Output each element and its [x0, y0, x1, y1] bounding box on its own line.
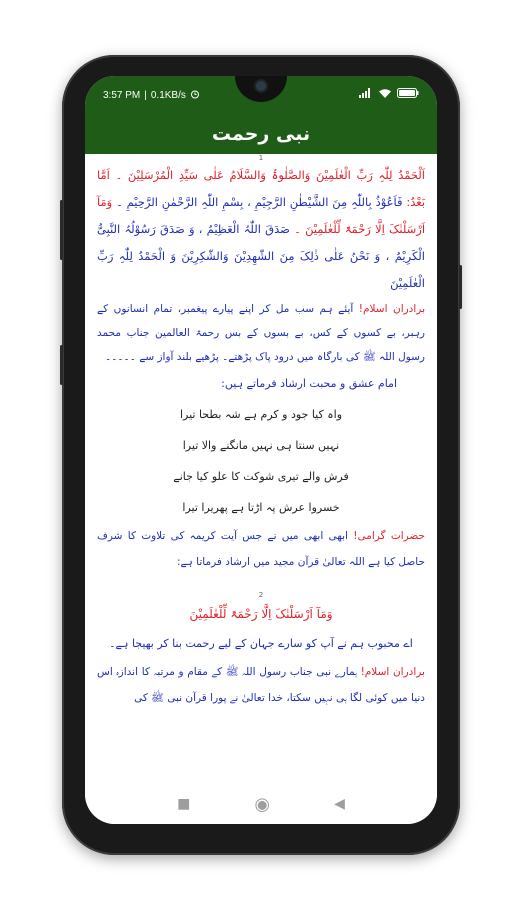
- urdu-blue-2: امام عشق و محبت ارشاد فرماتے ہیں:: [221, 377, 397, 390]
- status-bar: [85, 76, 437, 114]
- poem-line: واہ کیا جود و کرم ہے شہ بطحا تیرا: [179, 408, 343, 421]
- urdu-paragraph-2: [97, 523, 425, 575]
- poem-line: نہیں سنتا ہی نہیں مانگنے والا تیرا: [182, 439, 340, 452]
- urdu-blue-4: ہمارے نبی جناب رسول اللہ ﷺ کے مقام و مرتبہ کا اندازہ اس دنیا میں کوئی لگا ہی نہیں سکتا، خدا تعالیٰ نے پورا قرآن نبی ﷺ کی: [97, 666, 425, 704]
- phone-volume-button: [60, 200, 63, 260]
- urdu-red-1: برادران اسلام!: [358, 303, 425, 315]
- phone-power-button: [459, 265, 462, 309]
- back-button[interactable]: ◀: [334, 796, 345, 812]
- arabic-red-2: وَمَآ اَرْسَلْنٰکَ اِلَّا رَحْمَۃً لِّلْعٰلَمِیْنَ ۔: [97, 195, 426, 236]
- battery-icon: [397, 88, 419, 101]
- translation: اے محبوب ہم نے آپ کو سارے جہان کے لیے رحمت بنا کر بھیجا ہے۔: [109, 637, 413, 650]
- navigation-bar: [85, 784, 437, 824]
- urdu-red-3: برادران اسلام!: [360, 666, 425, 678]
- arabic-red-1: اَلْحَمْدُ لِلّٰہِ رَبِّ الْعٰلَمِیْنَ وَالصَّلٰوۃُ وَالسَّلَامُ عَلٰی سَیِّدِ الْمُرْسَلِیْنَ ۔ اَمَّا بَعْدُ:: [97, 168, 426, 209]
- status-left: [103, 89, 200, 102]
- page-number-1: 1: [258, 154, 264, 162]
- poem-line: فرش والے تیری شوکت کا علو کیا جانے: [173, 470, 349, 483]
- arabic-opening: [97, 162, 425, 297]
- urdu-blue-1: آیئے ہم سب مل کر اپنے پیارے پیغمبر، تمام انسانوں کے رہبر، بے کسوں کے کس، بے بسوں کے بس رحمۃ العالمین جناب محمد رسول اللہ ﷺ کی بارگاہ میں درود پاک پڑھتے۔ پڑھیے بلند آواز سے ۔۔۔۔۔: [97, 303, 425, 363]
- wifi-icon: [378, 88, 392, 101]
- screen: [85, 76, 437, 824]
- arabic-blue-2: صَدَقَ اللّٰہُ الْعَظِیْمُ ، وَ صَدَقَ رَسُوْلُہُ النَّبِیُّ الْکَرِیْمُ ، وَ نَحْنُ عَلٰی ذٰلِکَ مِنَ الشّٰھِدِیْنَ وَالشّٰکِرِیْنَ وَ الْحَمْدُ لِلّٰہِ رَبِّ الْعٰلَمِیْنَ: [97, 222, 425, 290]
- status-right: [359, 88, 419, 101]
- poem-line: خسروا عرش پہ اڑتا ہے پھریرا تیرا: [182, 501, 340, 514]
- recents-button[interactable]: ■: [177, 796, 191, 812]
- home-button[interactable]: ◉: [254, 793, 271, 815]
- alarm-icon: [190, 89, 200, 102]
- camera-notch: [235, 76, 287, 102]
- front-camera-icon: [256, 81, 266, 91]
- poem: [85, 399, 437, 523]
- ayah: وَمَآ اَرْسَلْنٰکَ اِلَّا رَحْمَۃً لِّلْعٰلَمِیْنَ: [189, 607, 333, 621]
- app-bar: [85, 114, 437, 154]
- urdu-red-2: حضرات گرامی!: [353, 530, 426, 542]
- urdu-blue-3: ابھی ابھی میں نے جس آیت کریمہ کی تلاوت کا شرف حاصل کیا ہے اللہ تعالیٰ قرآن مجید میں ارشاد فرماتا ہے:: [97, 530, 425, 568]
- signal-icon: [359, 88, 373, 101]
- status-speed: 0.1KB/s: [150, 90, 186, 101]
- phone-volume-button-2: [60, 345, 63, 385]
- status-time: 3:57 PM: [103, 90, 141, 101]
- urdu-paragraph-1: [97, 297, 425, 369]
- arabic-blue-1: فَاَعُوْذُ بِاللّٰہِ مِنَ الشَّیْطٰنِ الرَّجِیْمِ ، بِسْمِ اللّٰہِ الرَّحْمٰنِ الرَّحِیْمِ ۔: [116, 195, 403, 209]
- status-separator: |: [144, 90, 147, 101]
- page-title: نبی رحمت: [211, 123, 311, 145]
- reading-content[interactable]: [85, 154, 437, 784]
- urdu-paragraph-3: [97, 659, 425, 711]
- page-number-2: 2: [258, 591, 264, 599]
